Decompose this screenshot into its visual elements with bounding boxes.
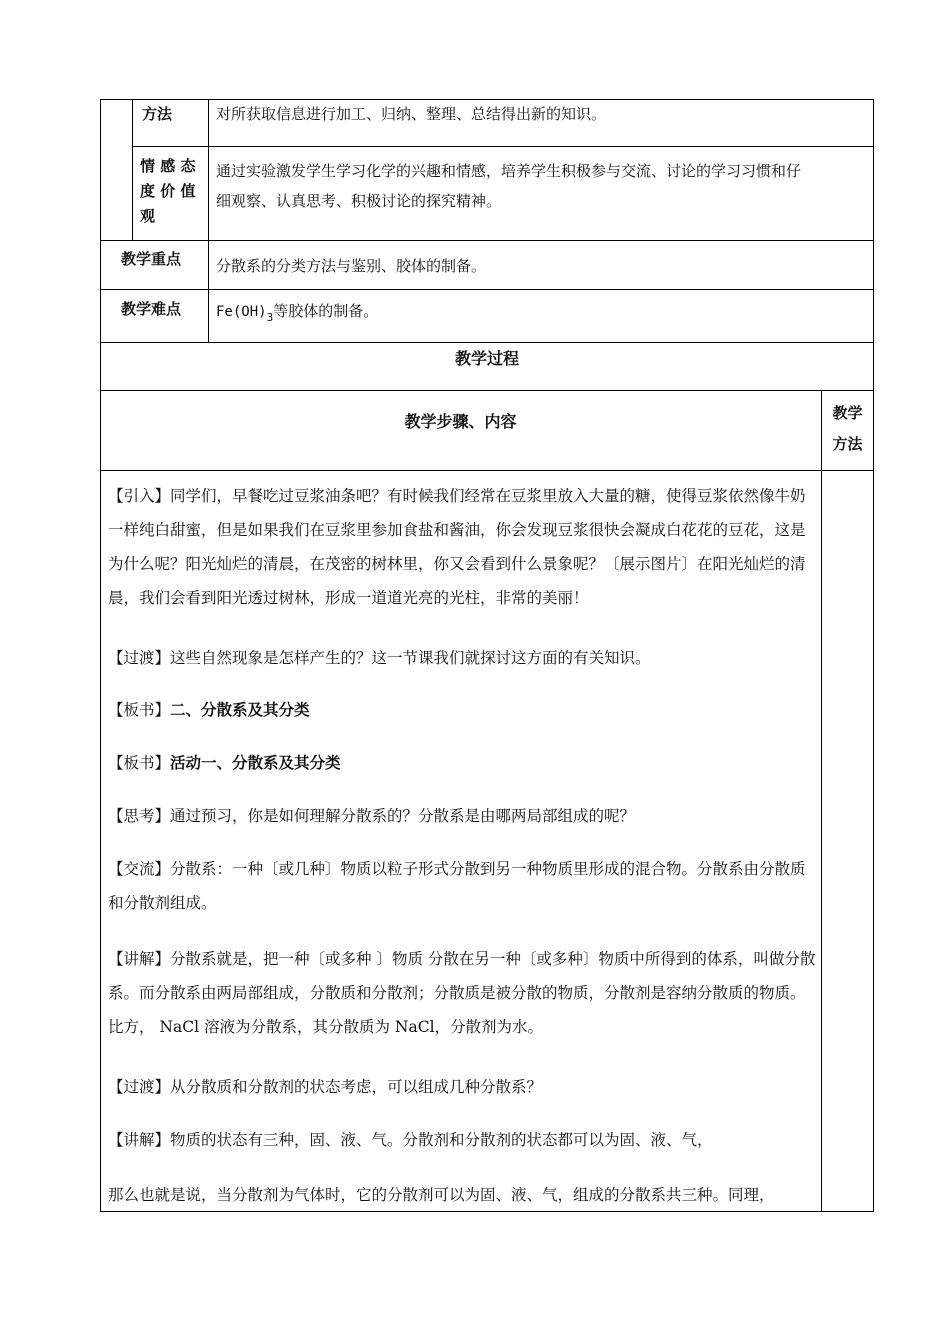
emotion-label: 情 感 态 度 价 值 观 (140, 157, 196, 225)
paragraph-transition: 【过渡】这些自然现象是怎样产生的？这一节课我们就探讨这方面的有关知识。 (108, 649, 651, 667)
paragraph-board-activity: 【板书】活动一、分散系及其分类 (108, 753, 341, 772)
difficulty-label: 教学难点 (121, 300, 182, 318)
method-header: 教学 方法 (832, 404, 863, 453)
row-divider (100, 470, 874, 471)
paragraph-board: 【板书】二、分散系及其分类 (108, 700, 310, 719)
method-label: 方法 (142, 105, 173, 123)
key-point-content: 分散系的分类方法与鉴别、胶体的制备。 (216, 257, 487, 275)
paragraph-explain: 【讲解】分散系就是，把一种〔或多种 〕物质 分散在另一种〔或多种〕物质中所得到的体系，叫做分散系。而分散系由两局部组成，分散质和分散剂；分散质是被分散的物质，分散剂是容纳分散质的物质。比方， NaCl 溶液为分散系，其分散质为 NaCl，分散剂为水。 (108, 950, 816, 1036)
col-divider (208, 99, 209, 343)
row-divider (100, 289, 874, 290)
difficulty-content: $Fe(OH)_3$等胶体的制备。 (216, 302, 379, 324)
steps-header: 教学步骤、内容 (404, 412, 517, 431)
paragraph-think: 【思考】通过预习，你是如何理解分散系的？分散系是由哪两局部组成的呢？ (108, 807, 636, 825)
paragraph-transition-2: 【过渡】从分散质和分散剂的状态考虑，可以组成几种分散系？ (108, 1078, 543, 1096)
table-border-left (100, 99, 101, 1212)
row-divider (132, 146, 874, 147)
table-border-top (100, 99, 874, 100)
col-divider (821, 390, 822, 1212)
process-title: 教学过程 (454, 349, 519, 368)
key-point-label: 教学重点 (121, 250, 182, 268)
paragraph-explain-2: 【讲解】物质的状态有三种，固、液、气。分散剂和分散剂的状态都可以为固、液、气， (108, 1131, 713, 1149)
row-divider (100, 342, 874, 343)
method-content: 对所获取信息进行加工、归纳、整理、总结得出新的知识。 (216, 105, 607, 123)
row-divider (100, 240, 874, 241)
paragraph-continued: 那么也就是说，当分散剂为气体时，它的分散剂可以为固、液、气，组成的分散系共三种。同理， (108, 1186, 775, 1204)
paragraph-exchange: 【交流】分散系：一种〔或几种〕物质以粒子形式分散到另一种物质里形成的混合物。分散系由分散质和分散剂组成。 (108, 860, 806, 912)
table-border-right (873, 99, 874, 1212)
col-divider (132, 99, 133, 241)
row-divider (100, 390, 874, 391)
emotion-content: 通过实验激发学生学习化学的兴趣和情感，培养学生积极参与交流、讨论的学习习惯和仔 细观察、认真思考、积极讨论的探究精神。 (216, 162, 802, 210)
paragraph-intro: 【引入】同学们，早餐吃过豆浆油条吧？有时候我们经常在豆浆里放入大量的糖，使得豆浆依然像牛奶一样纯白甜蜜，但是如果我们在豆浆里参加食盐和酱油，你会发现豆浆很快会凝成白花花的豆花，这是为什么呢？阳光灿烂的清晨，在茂密的树林里，你又会看到什么景象呢？〔展示图片〕在阳光灿烂的清晨，我们会看到阳光透过树林，形成一道道光亮的光柱，非常的美丽！ (108, 487, 806, 607)
